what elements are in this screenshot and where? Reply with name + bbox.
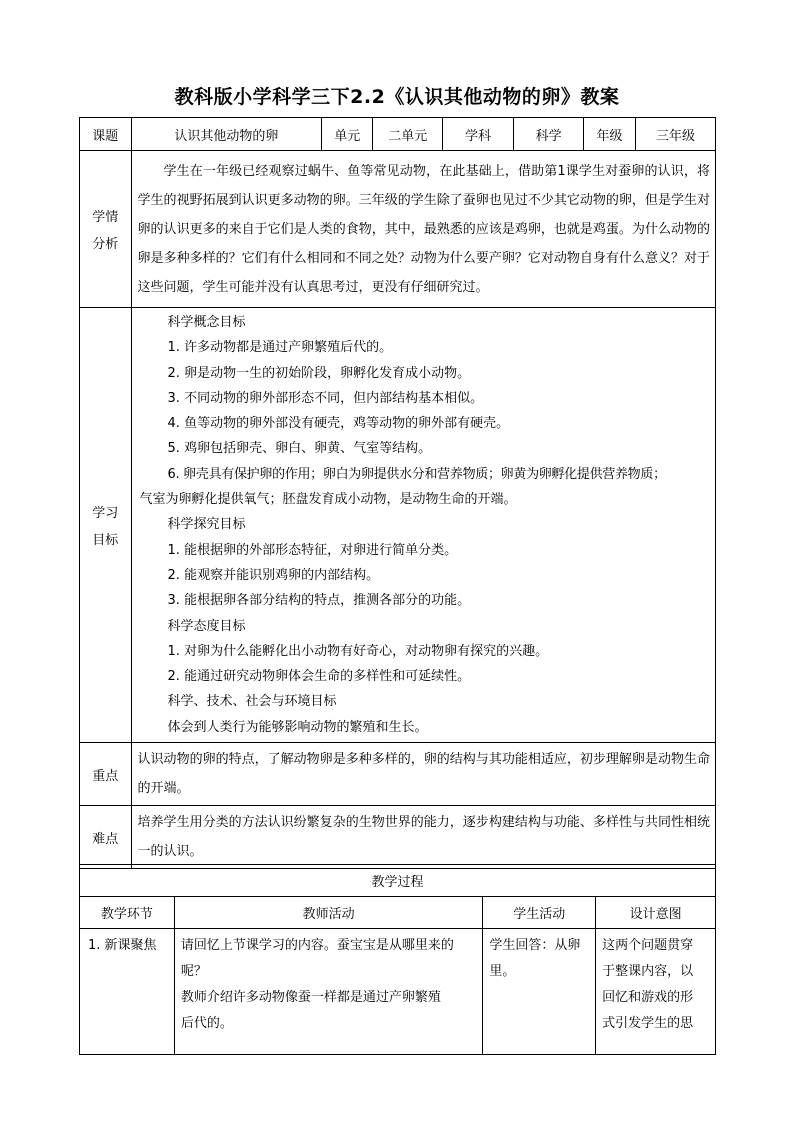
grade-value: 三年级 [636,118,716,151]
analysis-row [80,151,716,308]
subject-value: 科学 [514,118,584,151]
goals-content [131,308,715,743]
inquiry-item: 3. 能根据卵各部分结构的特点，推测各部分的功能。 [167,593,471,609]
analysis-text: 学生在一年级已经观察过蜗牛、鱼等常见动物，在此基础上，借助第1课学生对蚕卵的认识，将学生的视野拓展到认识更多动物的卵。三年级的学生除了蚕卵也见过不少其它动物的卵，但是学生对卵的认识更多的来自于它们是人类的食物，其中，最熟悉的应该是鸡卵，也就是鸡蛋。为什么动物的卵是多种多样的？它们有什么相同和不同之处？动物为什么要产卵？它对动物自身有什么意义？对于这些问题，学生可能并没有认真思考过，更没有仔细研究过。 [131,151,715,308]
unit-label: 单元 [322,118,373,151]
difficulty-label: 难点 [80,806,132,869]
student-activity-cell: 学生回答：从卵 里。 [483,929,596,1055]
concept-item: 3. 不同动物的卵外部形态不同，但内部结构基本相似。 [167,390,484,406]
difficulty-row [80,806,716,869]
concept-item-continuation: 气室为卵孵化提供氧气；胚盘发育成小动物，是动物生命的开端。 [139,492,517,508]
grade-label: 年级 [584,118,636,151]
concept-item: 2. 卵是动物一生的初始阶段，卵孵化发育成小动物。 [167,365,471,381]
concept-item: 5. 鸡卵包括卵壳、卵白、卵黄、气室等结构。 [167,441,432,457]
stage-cell: 1. 新课聚焦 [80,929,175,1055]
key-point-row [80,743,716,806]
header-stage: 教学环节 [80,897,175,929]
unit-value: 二单元 [373,118,443,151]
header-student: 学生活动 [483,897,596,929]
attitude-item: 2. 能通过研究动物卵体会生命的多样性和可延续性。 [167,669,471,685]
goals-label: 学习 目标 [80,308,132,743]
concept-item: 1. 许多动物都是通过产卵繁殖后代的。 [167,340,393,356]
lesson-info-table [79,117,716,869]
teacher-activity-cell: 请回忆上节课学习的内容。蚕宝宝是从哪里来的 呢？ 教师介绍许多动物像蚕一样都是通过产卵繁殖 后代的。 [174,929,482,1055]
teaching-process-table [79,864,716,1055]
goals-row [80,308,716,743]
process-header-row [80,897,716,929]
attitude-goals-title: 科学态度目标 [167,618,246,634]
concept-goals-title: 科学概念目标 [167,315,246,330]
process-title: 教学过程 [80,865,716,897]
document-title: 教科版小学科学三下2.2《认识其他动物的卵》教案 [174,86,620,108]
process-title-row [80,865,716,897]
lesson-value: 认识其他动物的卵 [131,118,322,151]
lesson-label: 课题 [80,118,132,151]
key-point-label: 重点 [80,743,132,806]
inquiry-item: 1. 能根据卵的外部形态特征，对卵进行简单分类。 [167,542,458,558]
concept-item: 6. 卵壳具有保护卵的作用；卵白为卵提供水分和营养物质；卵黄为卵孵化提供营养物质； [167,466,666,482]
inquiry-goals-title: 科学探究目标 [167,517,246,533]
concept-item: 4. 鱼等动物的卵外部没有硬壳，鸡等动物的卵外部有硬壳。 [167,416,510,432]
stse-goals-title: 科学、技术、社会与环境目标 [167,694,337,710]
header-design: 设计意图 [596,897,716,929]
design-intent-cell: 这两个问题贯穿 于整课内容，以 回忆和游戏的形 式引发学生的思 [596,929,716,1055]
attitude-item: 1. 对卵为什么能孵化出小动物有好奇心，对动物卵有探究的兴趣。 [167,643,549,659]
process-row-1 [80,929,716,1055]
subject-label: 学科 [443,118,514,151]
key-point-text: 认识动物的卵的特点，了解动物卵是多种多样的，卵的结构与其功能相适应，初步理解卵是动物生命的开端。 [131,743,715,806]
header-teacher: 教师活动 [174,897,482,929]
inquiry-item: 2. 能观察并能识别鸡卵的内部结构。 [167,567,380,583]
stse-text: 体会到人类行为能够影响动物的繁殖和生长。 [167,719,428,735]
analysis-label: 学情 分析 [80,151,132,308]
info-row [80,118,716,151]
difficulty-text: 培养学生用分类的方法认识纷繁复杂的生物世界的能力，逐步构建结构与功能、多样性与共同性相统一的认识。 [131,806,715,869]
